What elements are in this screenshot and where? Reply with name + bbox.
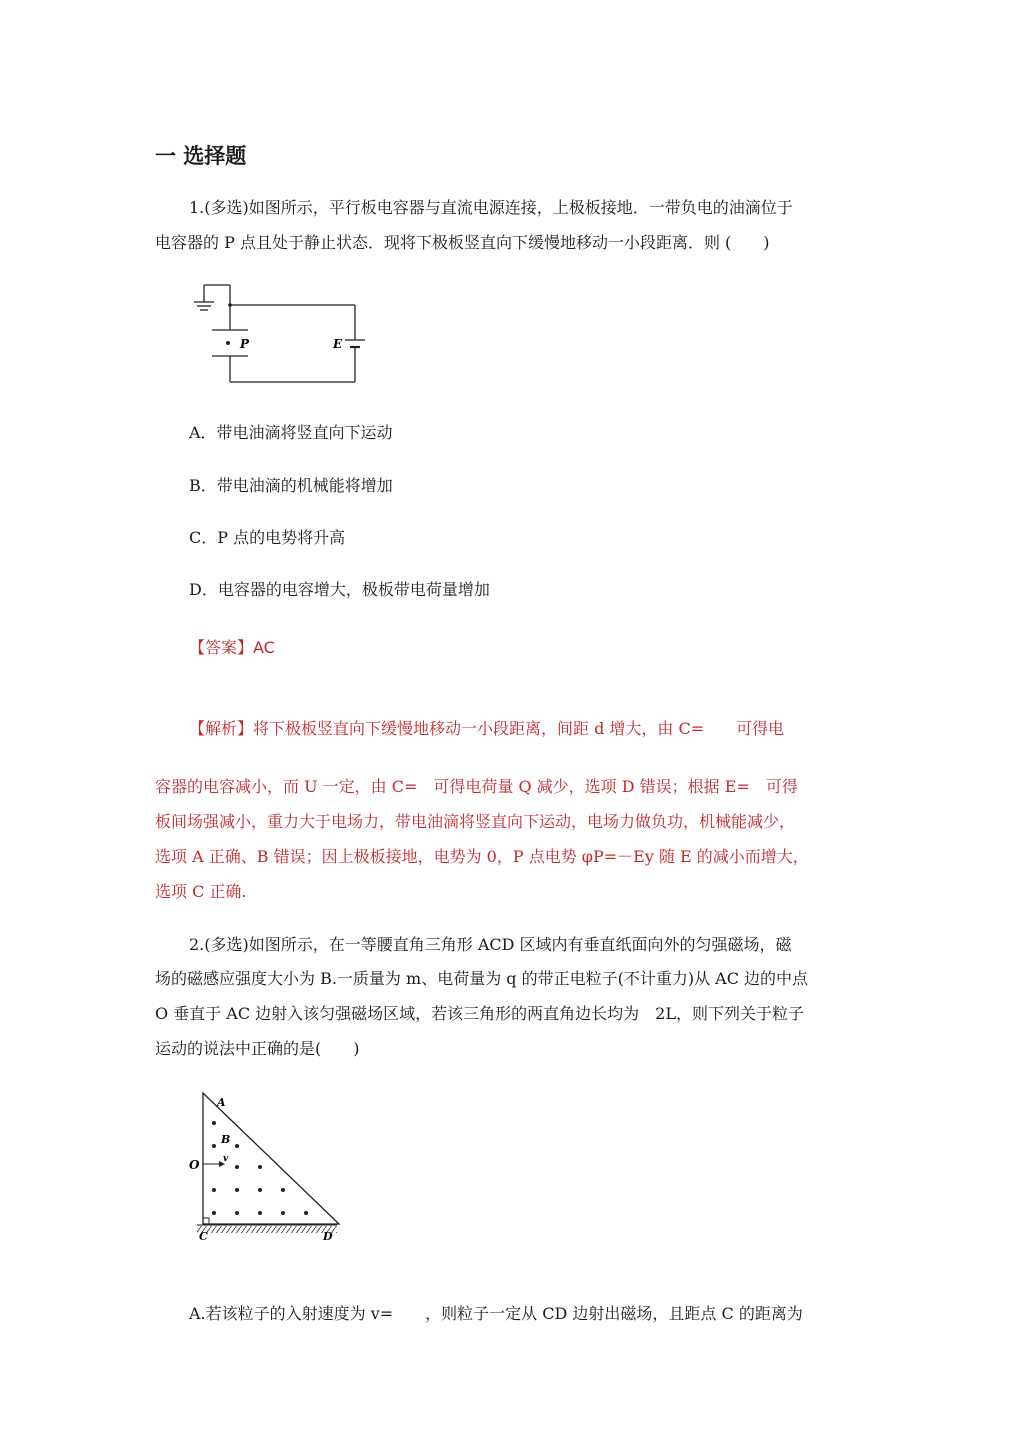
oil-drop-dot (226, 341, 230, 345)
q1-option-d: D．电容器的电容增大，极板带电荷量增加 (189, 580, 490, 599)
q1-analysis-line-4: 选项 A 正确、B 错误；因上极板接地，电势为 0，P 点电势 φP=－Ey 随 E 的减小而增大， (155, 847, 809, 866)
q2-line-2: 场的磁感应强度大小为 B.一质量为 m、电荷量为 q 的带正电粒子(不计重力)从 AC 边的中点 (155, 969, 809, 988)
q1-option-b: B．带电油滴的机械能将增加 (189, 476, 393, 495)
q1-line-1: 1.(多选)如图所示，平行板电容器与直流电源连接，上极板接地．一带负电的油滴位于 (189, 198, 793, 217)
q1-analysis-line-1: 【解析】将下极板竖直向下缓慢地移动一小段距离，间距 d 增大，由 C= 可得电 (189, 719, 785, 738)
answer-value: AC (253, 638, 275, 657)
analysis-tag: 【解析】 (189, 719, 254, 738)
q2-option-a: A.若该粒子的入射速度为 v= ，则粒子一定从 CD 边射出磁场，且距点 C 的距离为 (189, 1304, 803, 1323)
capacitor-circuit-diagram (190, 280, 375, 390)
label-p: P (240, 337, 250, 351)
q1-line-2: 电容器的 P 点且处于静止状态．现将下极板竖直向下缓慢地移动一小段距离．则 ( ) (155, 233, 770, 252)
label-e: E (333, 337, 343, 351)
label-b: B (221, 1133, 231, 1146)
answer-tag: 【答案】 (189, 638, 254, 657)
label-a: A (217, 1096, 226, 1109)
label-d: D (323, 1230, 333, 1243)
label-v: v (223, 1154, 229, 1164)
section-title: 一 选择题 (155, 144, 247, 168)
q1-option-a: A．带电油滴将竖直向下运动 (189, 423, 393, 442)
q2-line-1: 2.(多选)如图所示，在一等腰直角三角形 ACD 区域内有垂直纸面向外的匀强磁场，磁 (189, 935, 792, 954)
q2-line-3: O 垂直于 AC 边射入该匀强磁场区域，若该三角形的两直角边长均为 2L，则下列关于粒子 (155, 1004, 804, 1023)
label-c: C (199, 1230, 208, 1243)
q1-answer (189, 635, 275, 658)
q2-line-4: 运动的说法中正确的是( ) (155, 1039, 360, 1058)
q1-analysis-line-2: 容器的电容减小，而 U 一定，由 C= 可得电荷量 Q 减少，选项 D 错误；根据 E= 可得 (155, 777, 798, 796)
q1-option-c: C．P 点的电势将升高 (189, 528, 346, 547)
q1-analysis-line-3: 板间场强减小，重力大于电场力，带电油滴将竖直向下运动，电场力做负功，机械能减少， (155, 812, 796, 831)
ground-hatch (197, 1226, 337, 1233)
magnetic-triangle-diagram (185, 1088, 345, 1248)
label-o: O (189, 1158, 200, 1172)
q1-analysis-line-5: 选项 C 正确. (155, 882, 247, 901)
